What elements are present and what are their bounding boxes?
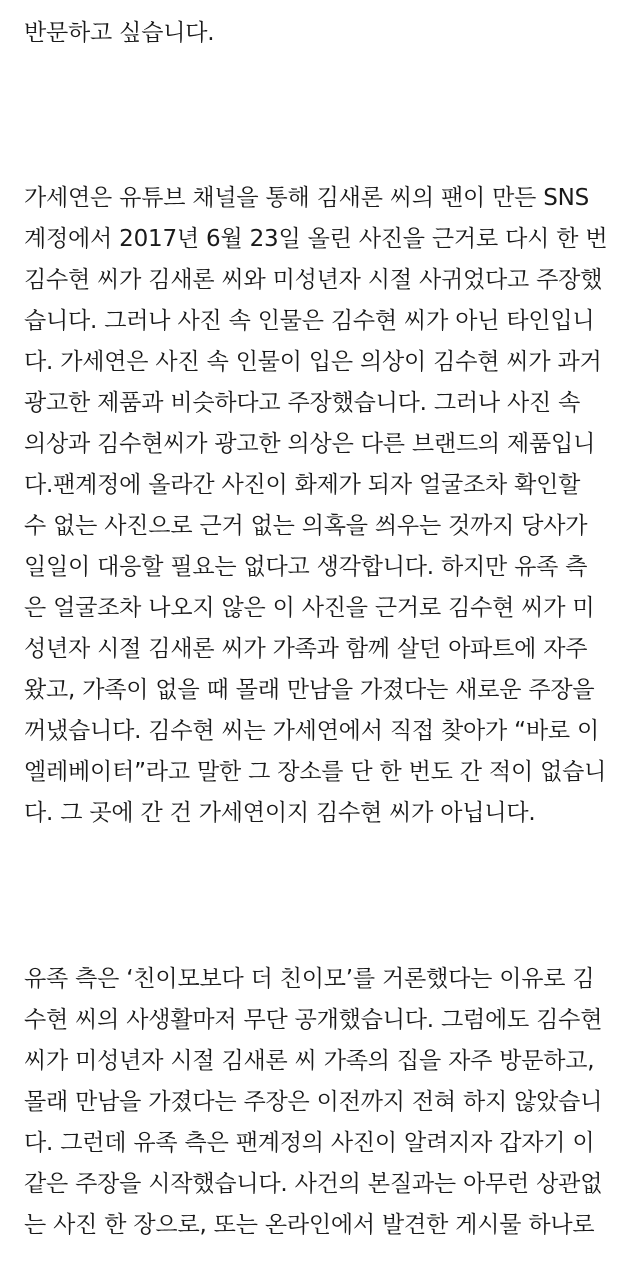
text-line: 의상과 김수현씨가 광고한 의상은 다른 브랜드의 제품입니 [24, 431, 596, 457]
text-line: 다. 그 곳에 간 건 가세연이지 김수현 씨가 아닙니다. [24, 800, 536, 826]
text-line: 수 없는 사진으로 근거 없는 의혹을 씌우는 것까지 당사가 [24, 513, 588, 539]
text-line: 꺼냈습니다. 김수현 씨는 가세연에서 직접 찾아가 “바로 이 [24, 718, 600, 744]
text-line: 일일이 대응할 필요는 없다고 생각합니다. 하지만 유족 측 [24, 554, 588, 580]
text-line: 는 사진 한 장으로, 또는 온라인에서 발견한 게시물 하나로 [24, 1212, 595, 1238]
text-line: 유족 측은 ‘친이모보다 더 친이모’를 거론했다는 이유로 김 [24, 966, 595, 992]
text-line: 가세연은 유튜브 채널을 통해 김새론 씨의 팬이 만든 SNS [24, 185, 590, 211]
text-line: 엘레베이터”라고 말한 그 장소를 단 한 번도 간 적이 없습니 [24, 759, 607, 785]
text-line: 성년자 시절 김새론 씨가 가족과 함께 살던 아파트에 자주 [24, 636, 588, 662]
text-line: 다. 그런데 유족 측은 팬계정의 사진이 알려지자 갑자기 이 [24, 1130, 595, 1156]
text-line: 은 얼굴조차 나오지 않은 이 사진을 근거로 김수현 씨가 미 [24, 595, 595, 621]
text-line: 습니다. 그러나 사진 속 인물은 김수현 씨가 아닌 타인입니 [24, 308, 595, 334]
text-line: 계정에서 2017년 6월 23일 올린 사진을 근거로 다시 한 번 [24, 226, 608, 252]
text-line: 몰래 만남을 가졌다는 주장은 이전까지 전혀 하지 않았습니 [24, 1089, 603, 1115]
text-line: 다.팬계정에 올라간 사진이 화제가 되자 얼굴조차 확인할 [24, 472, 581, 498]
text-line: 씨가 미성년자 시절 김새론 씨 가족의 집을 자주 방문하고, [24, 1048, 595, 1074]
text-line: 다. 가세연은 사진 속 인물이 입은 의상이 김수현 씨가 과거 [24, 349, 602, 375]
text-line: 김수현 씨가 김새론 씨와 미성년자 시절 사귀었다고 주장했 [24, 267, 603, 293]
text-line: 같은 주장을 시작했습니다. 사건의 본질과는 아무런 상관없 [24, 1171, 603, 1197]
text-line: 수현 씨의 사생활마저 무단 공개했습니다. 그럼에도 김수현 [24, 1007, 603, 1033]
text-line: 광고한 제품과 비슷하다고 주장했습니다. 그러나 사진 속 [24, 390, 581, 416]
text-line: 왔고, 가족이 없을 때 몰래 만남을 가졌다는 새로운 주장을 [24, 677, 595, 703]
text-line: 반문하고 싶습니다. [24, 20, 215, 46]
